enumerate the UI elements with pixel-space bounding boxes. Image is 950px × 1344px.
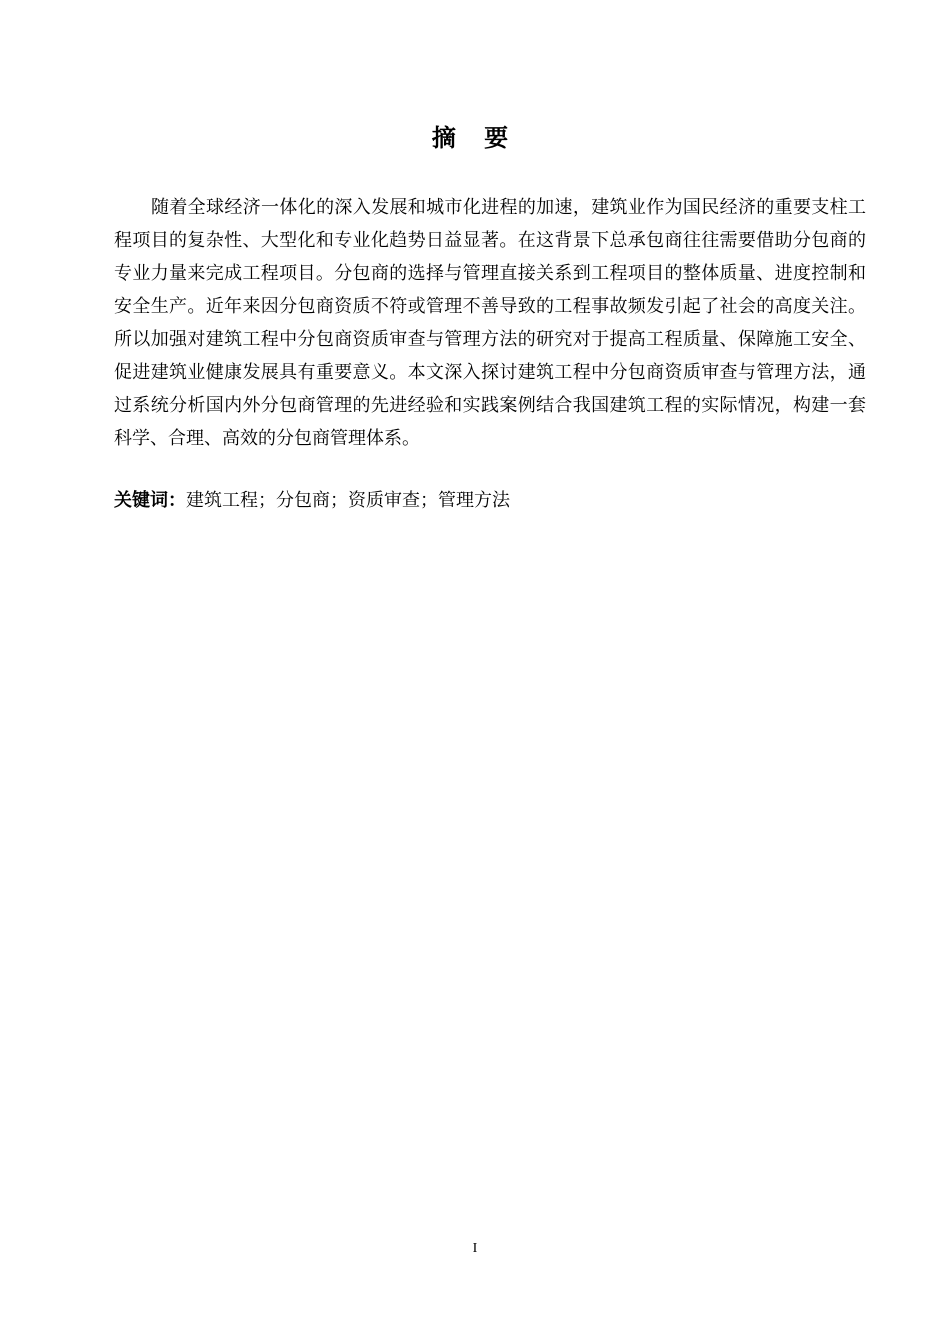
- abstract-paragraph: 随着全球经济一体化的深入发展和城市化进程的加速，建筑业作为国民经济的重要支柱工程项目的复杂性、大型化和专业化趋势日益显著。在这背景下总承包商往往需要借助分包商的专业力量来完成工程项目。分包商的选择与管理直接关系到工程项目的整体质量、进度控制和安全生产。近年来因分包商资质不符或管理不善导致的工程事故频发引起了社会的高度关注。所以加强对建筑工程中分包商资质审查与管理方法的研究对于提高工程质量、保障施工安全、促进建筑业健康发展具有重要意义。本文深入探讨建筑工程中分包商资质审查与管理方法，通过系统分析国内外分包商管理的先进经验和实践案例结合我国建筑工程的实际情况，构建一套科学、合理、高效的分包商管理体系。: [114, 197, 866, 449]
- keywords-text: 建筑工程；分包商；资质审查；管理方法: [186, 490, 510, 511]
- page-number: I: [472, 1241, 478, 1256]
- abstract-title: 摘 要: [431, 124, 519, 152]
- keywords-label: 关键词：: [114, 490, 186, 511]
- keywords-line: [114, 484, 866, 517]
